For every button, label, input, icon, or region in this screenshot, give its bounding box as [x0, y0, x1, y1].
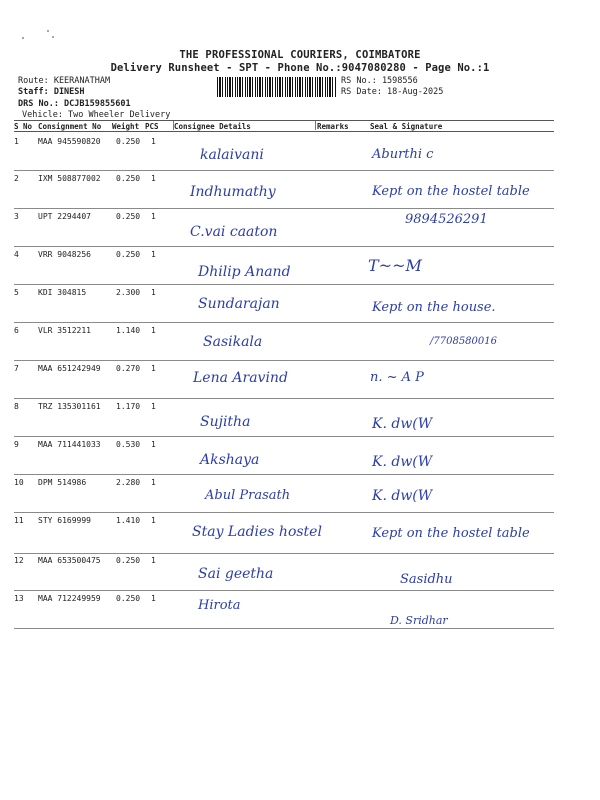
row-pcs: 1	[151, 137, 156, 146]
row-sno: 8	[14, 402, 19, 411]
row-separator	[14, 590, 554, 591]
row-weight: 0.250	[116, 212, 141, 221]
row-sno: 12	[14, 556, 24, 565]
row-weight: 2.280	[116, 478, 141, 487]
runsheet-subtitle: Delivery Runsheet - SPT - Phone No.:9047080280 - Page No.:1	[110, 62, 490, 74]
row-consignee: Sai geetha	[198, 566, 274, 582]
row-sno: 2	[14, 174, 19, 183]
route-label: Route: KEERANATHAM	[18, 76, 111, 86]
row-separator	[14, 512, 554, 513]
row-consignee: Hirota	[198, 598, 241, 613]
row-pcs: 1	[151, 326, 156, 335]
row-weight: 0.250	[116, 137, 141, 146]
row-pcs: 1	[151, 212, 156, 221]
row-consignee: kalaivani	[200, 147, 264, 163]
row-pcs: 1	[151, 364, 156, 373]
col-sno: S No	[14, 122, 33, 131]
row-signature: K. dw(W	[372, 488, 433, 504]
table-header-rule	[14, 131, 554, 132]
row-consignment: KDI 304815	[38, 288, 87, 297]
row-pcs: 1	[151, 174, 156, 183]
speck-mark	[52, 36, 54, 38]
row-consignee: Indhumathy	[190, 184, 276, 200]
company-title: THE PROFESSIONAL COURIERS, COIMBATORE	[179, 49, 421, 61]
col-weight: Weight	[112, 122, 140, 131]
row-signature: Sasidhu	[400, 572, 453, 587]
row-sno: 1	[14, 137, 19, 146]
row-consignee: C.vai caaton	[190, 224, 278, 240]
col-consignment: Consignment No	[38, 122, 102, 131]
speck-mark	[47, 30, 49, 32]
row-consignee: Akshaya	[200, 452, 260, 468]
row-sno: 10	[14, 478, 24, 487]
row-weight: 1.170	[116, 402, 141, 411]
row-consignee: Sasikala	[203, 334, 263, 350]
row-signature: Kept on the house.	[372, 300, 496, 315]
row-signature: n. ~ A P	[370, 370, 424, 385]
row-consignment: VLR 3512211	[38, 326, 91, 335]
row-separator	[14, 553, 554, 554]
row-consignee: Stay Ladies hostel	[192, 524, 322, 540]
row-separator	[14, 360, 554, 361]
row-consignee: Dhilip Anand	[198, 264, 291, 280]
row-separator	[14, 246, 554, 247]
vehicle-label: Vehicle: Two Wheeler Delivery	[22, 110, 171, 120]
row-sno: 13	[14, 594, 24, 603]
row-pcs: 1	[151, 288, 156, 297]
row-pcs: 1	[151, 478, 156, 487]
row-consignment: IXM 508877002	[38, 174, 101, 183]
row-consignee: Sujitha	[200, 414, 251, 430]
row-consignment: MAA 653500475	[38, 556, 101, 565]
row-separator	[14, 284, 554, 285]
row-pcs: 1	[151, 402, 156, 411]
row-signature: 9894526291	[405, 212, 488, 227]
row-consignment: VRR 9048256	[38, 250, 91, 259]
row-weight: 1.410	[116, 516, 141, 525]
row-pcs: 1	[151, 440, 156, 449]
col-pcs: PCS	[145, 122, 159, 131]
rs-number: RS No.: 1598556	[341, 76, 418, 86]
row-consignee: Lena Aravind	[193, 370, 288, 386]
row-consignment: MAA 945590820	[38, 137, 101, 146]
row-consignment: UPT 2294407	[38, 212, 91, 221]
row-pcs: 1	[151, 594, 156, 603]
speck-mark	[22, 37, 24, 39]
row-pcs: 1	[151, 250, 156, 259]
table-top-rule	[14, 120, 554, 121]
row-sno: 6	[14, 326, 19, 335]
row-weight: 0.250	[116, 174, 141, 183]
row-consignment: STY 6169999	[38, 516, 91, 525]
barcode	[217, 77, 337, 97]
col-seal: Seal & Signature	[370, 122, 443, 131]
rs-date: RS Date: 18-Aug-2025	[341, 87, 444, 97]
row-consignee: Abul Prasath	[205, 488, 291, 503]
row-weight: 0.250	[116, 594, 141, 603]
drs-label: DRS No.: DCJB159855601	[18, 99, 131, 109]
row-separator	[14, 208, 554, 209]
col-consignee: Consignee Details	[174, 122, 251, 131]
row-consignment: MAA 651242949	[38, 364, 101, 373]
row-separator	[14, 170, 554, 171]
row-consignee: Sundarajan	[198, 296, 280, 312]
row-weight: 0.270	[116, 364, 141, 373]
row-signature: Kept on the hostel table	[372, 184, 530, 199]
row-pcs: 1	[151, 516, 156, 525]
row-weight: 2.300	[116, 288, 141, 297]
row-pcs: 1	[151, 556, 156, 565]
row-sno: 9	[14, 440, 19, 449]
row-sno: 3	[14, 212, 19, 221]
row-signature: D. Sridhar	[390, 614, 448, 627]
col-divider	[315, 121, 316, 130]
row-consignment: TRZ 135301161	[38, 402, 101, 411]
row-consignment: DPM 514986	[38, 478, 87, 487]
row-signature: K. dw(W	[372, 454, 433, 470]
row-separator	[14, 628, 554, 629]
col-remarks: Remarks	[317, 122, 349, 131]
row-signature: Kept on the hostel table	[372, 526, 530, 541]
row-sno: 11	[14, 516, 24, 525]
row-signature: Aburthi c	[372, 147, 434, 162]
row-signature: T~~M	[368, 256, 422, 275]
row-weight: 0.530	[116, 440, 141, 449]
row-weight: 0.250	[116, 250, 141, 259]
col-divider	[173, 121, 174, 130]
row-consignment: MAA 711441033	[38, 440, 101, 449]
row-sno: 5	[14, 288, 19, 297]
staff-label: Staff: DINESH	[18, 87, 85, 97]
row-separator	[14, 474, 554, 475]
row-separator	[14, 436, 554, 437]
row-weight: 0.250	[116, 556, 141, 565]
row-weight: 1.140	[116, 326, 141, 335]
row-separator	[14, 398, 554, 399]
row-separator	[14, 322, 554, 323]
row-sno: 7	[14, 364, 19, 373]
row-sno: 4	[14, 250, 19, 259]
row-signature: /7708580016	[430, 336, 497, 347]
row-consignment: MAA 712249959	[38, 594, 101, 603]
row-signature: K. dw(W	[372, 416, 433, 432]
